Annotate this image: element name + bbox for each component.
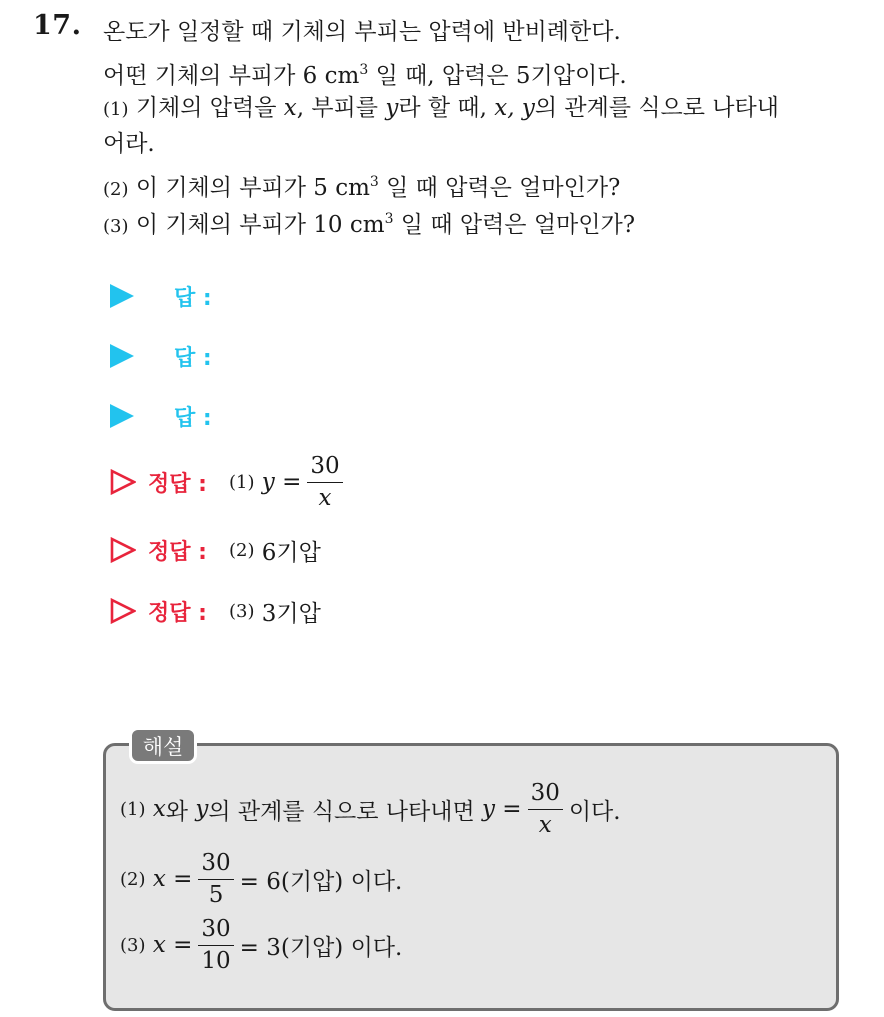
- question-line-2: 어떤 기체의 부피가 6 $cm^3$ 일 때, 압력은 5기압이다.: [103, 62, 627, 89]
- question-sub-1-cont: 어라.: [103, 131, 155, 157]
- solution-value-1: (1) y = $\frac{30}{x}$: [229, 454, 349, 509]
- solution-label: 정답 :: [148, 600, 207, 626]
- play-triangle-icon: [110, 344, 134, 368]
- question-sub-3: (3) 이 기체의 부피가 10 $cm^3$ 일 때 압력은 얼마인가?: [103, 211, 636, 238]
- explanation-line-1: (1) x 와 y 의 관계를 식으로 나타내면 y = $\frac{30}{x}$ 이다.: [120, 780, 621, 838]
- solution-value-2: (2) 6기압: [228, 539, 321, 566]
- question-line-1: 온도가 일정할 때 기체의 부피는 압력에 반비례한다.: [103, 19, 621, 45]
- outline-triangle-icon: [110, 469, 136, 495]
- solution-label: 정답 :: [148, 539, 207, 565]
- solution-value-3: (3) 3기압: [228, 600, 321, 627]
- fraction: $\frac{30}{10}$: [198, 917, 233, 972]
- explanation-line-2: (2) x = $\frac{30}{5}$ = 6(기압) 이다.: [120, 850, 403, 908]
- fraction: $\frac{30}{x}$: [528, 781, 563, 836]
- outline-triangle-icon: [110, 537, 136, 563]
- play-triangle-icon: [110, 404, 134, 428]
- fraction: $\frac{30}{5}$: [198, 851, 233, 906]
- solution-label: 정답 :: [148, 471, 207, 497]
- answer-label: 답 :: [174, 285, 212, 311]
- fraction: $\frac{30}{x}$: [307, 454, 342, 509]
- answer-label: 답 :: [174, 345, 212, 371]
- answer-row-3: [110, 396, 212, 436]
- answer-row-1: [110, 276, 212, 316]
- solution-row-2: [110, 520, 321, 580]
- play-triangle-icon: [110, 284, 134, 308]
- question-sub-2: (2) 이 기체의 부피가 5 $cm^3$ 일 때 압력은 얼마인가?: [103, 174, 621, 201]
- solution-row-1: [110, 452, 349, 512]
- question-number: 17.: [33, 10, 82, 41]
- answer-row-2: [110, 336, 212, 376]
- explanation-line-3: (3) x = $\frac{30}{10}$ = 3(기압) 이다.: [120, 916, 403, 974]
- explanation-tab: 해설: [129, 727, 197, 764]
- question-sub-1: (1) 기체의 압력을 x, 부피를 y라 할 때, x, y의 관계를 식으로 나타내: [103, 95, 779, 121]
- answer-label: 답 :: [174, 405, 212, 431]
- solution-row-3: [110, 581, 321, 641]
- outline-triangle-icon: [110, 598, 136, 624]
